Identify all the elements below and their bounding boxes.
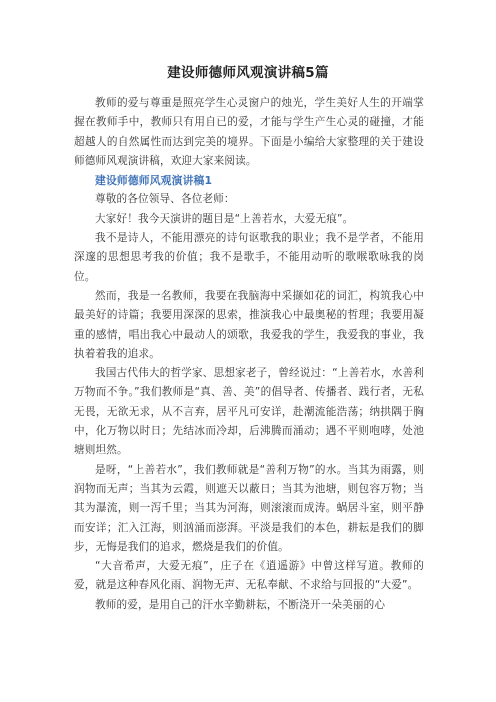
body-paragraph: 教师的爱，是用自己的汗水辛勤耕耘，不断浇开一朵美丽的心: [95, 598, 386, 611]
body-paragraph: “大音希声，大爱无痕”，庄子在《逍遥游》中曾这样写道。教师的爱，就是这种春风化雨、润物无声、无私奉献、不求给与回报的“大爱”。: [74, 560, 424, 592]
body-paragraph: 我国古代伟大的哲学家、思想家老子，曾经说过：“上善若水，水善利万物而不争。”我们教师是“真、善、美”的倡导者、传播者、践行者，无私无畏，无欲无求，从不言弃，居平凡可安详，赴潮流能浩荡；纳拱隅于胸中，化万物以时日；先结冰而冷却，后沸腾而涌动；遇不平则咆哮，处池塘则坦然。: [74, 367, 424, 457]
document-title: 建设师德师风观演讲稿5篇: [167, 65, 329, 81]
body-paragraph: 我不是诗人，不能用漂亮的诗句讴歌我的职业；我不是学者，不能用深邃的思想思考我的价值；我不是歌手，不能用动听的歌喉歌咏我的岗位。: [74, 232, 424, 283]
intro-paragraph: 教师的爱与尊重是照亮学生心灵窗户的烛光，学生美好人生的开端掌握在教师手中，教师只有用自已的爱，才能与学生产生心灵的碰撞，才能超越人的自然属性而达到完美的境界。下面是小编给大家整理的关于建设师德师风观演讲稿，欢迎大家来阅读。: [74, 97, 424, 167]
document-body: [74, 94, 424, 615]
section-heading: 建设师德师风观演讲稿1: [95, 174, 213, 188]
greeting-line: 尊敬的各位领导、各位老师：: [95, 193, 235, 206]
body-paragraph: 然而，我是一名教师，我要在我脑海中采撷如花的词汇，构筑我心中最美好的诗篇；我要用深深的思索，推演我心中最奥秘的哲理；我要用凝重的感情，唱出我心中最动人的颂歌，我爱我的学生，我爱我的事业，我执着着我的追求。: [74, 289, 424, 360]
body-paragraph: 是呀，“上善若水”，我们教师就是“善利万物”的水。当其为雨露，则润物而无声；当其为云霞，则遮天以蔽日；当其为池塘，则包容万物；当其为瀑流，则一泻千里；当其为河海，则滚滚而成涛。蜗居斗室，则平静而安详；汇入江海，则汹涌而澎湃。平淡是我们的本色，耕耘是我们的脚步，无悔是我们的追求，燃烧是我们的价值。: [74, 463, 424, 553]
opening-line: 大家好！我今天演讲的题目是“上善若水，大爱无痕”。: [95, 212, 354, 225]
